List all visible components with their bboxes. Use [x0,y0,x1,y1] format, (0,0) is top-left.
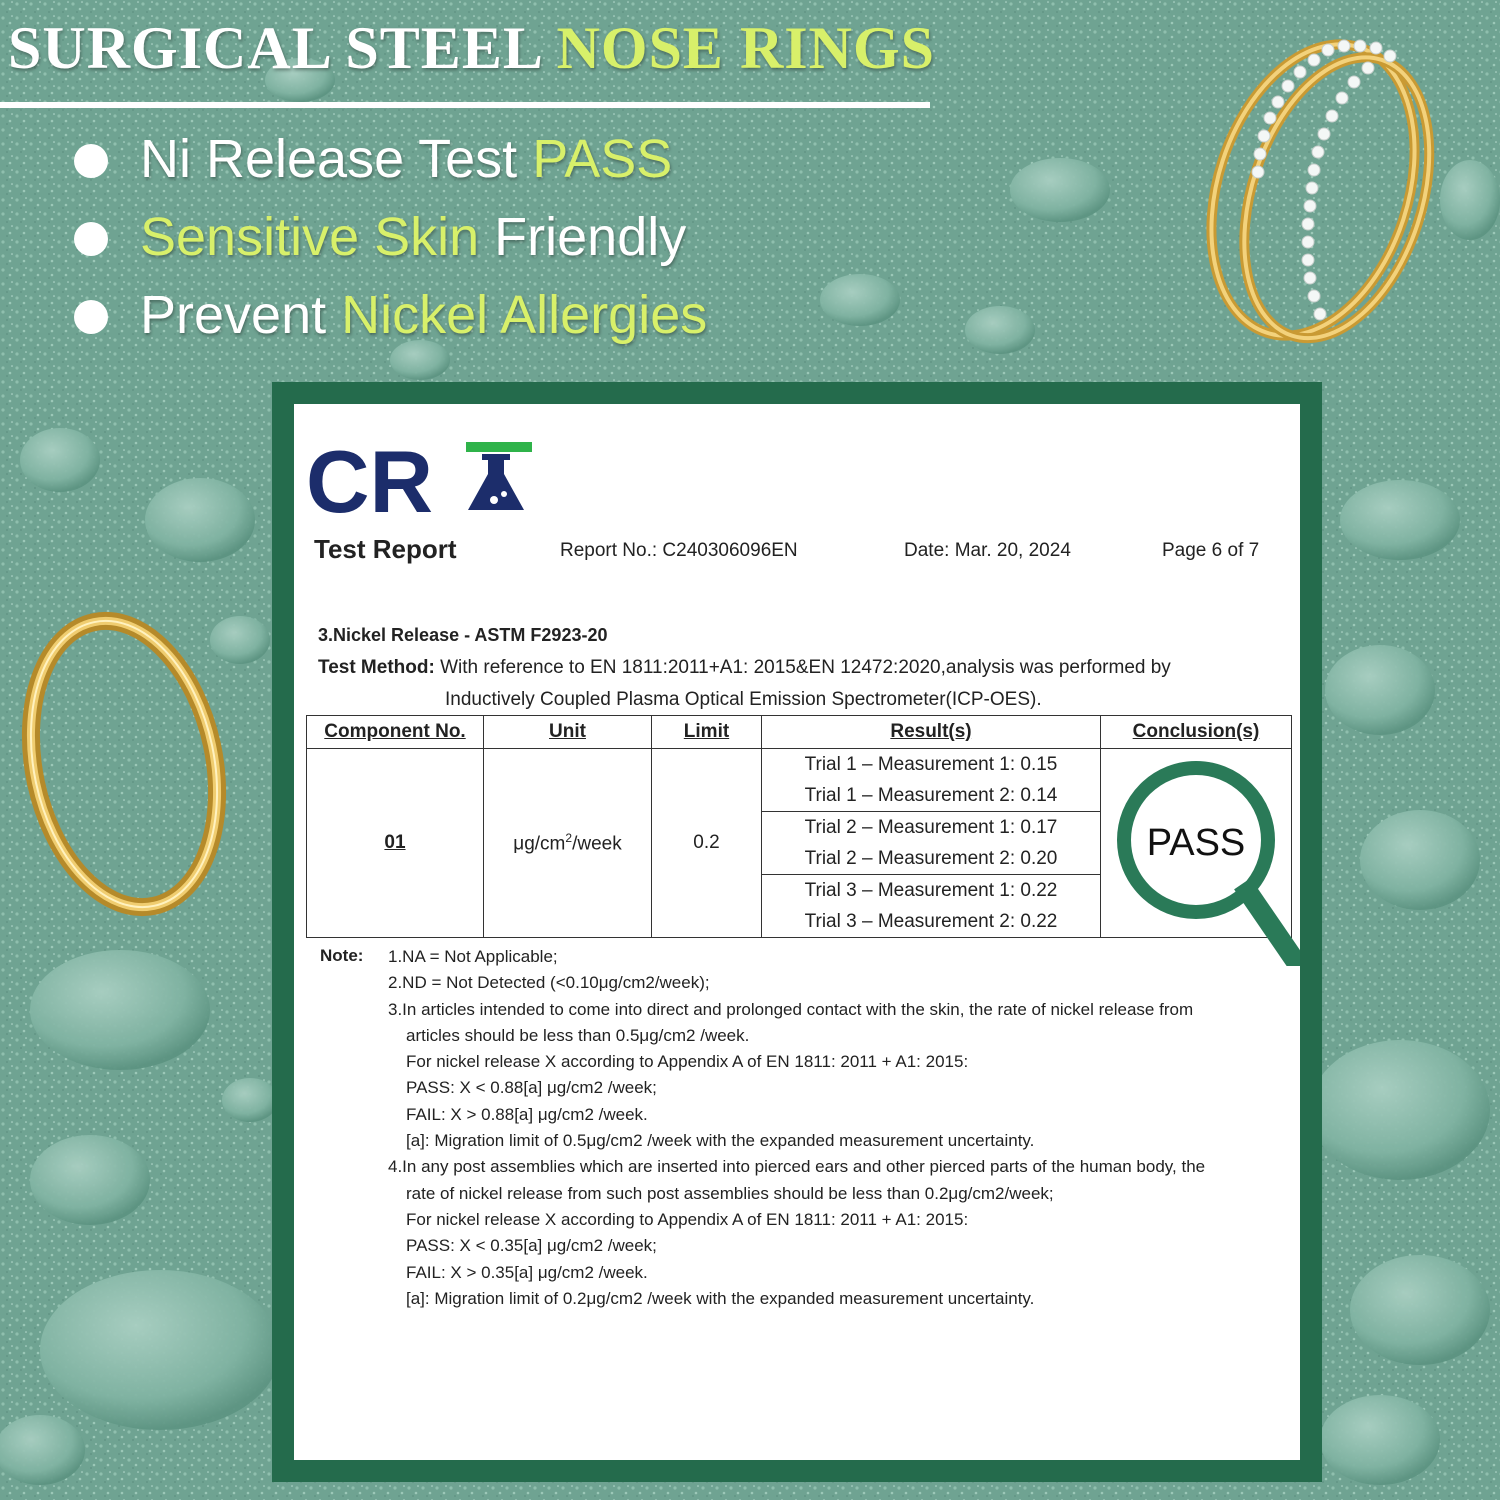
note-line: For nickel release X according to Appendix A of EN 1811: 2011 + A1: 2015: [406,1209,969,1229]
header-component: Component No. [307,716,484,749]
section-title: 3.Nickel Release - ASTM F2923-20 [318,625,608,645]
header-conclusion: Conclusion(s) [1101,716,1292,749]
trial-result: Trial 1 – Measurement 2: 0.14 [762,780,1101,812]
headline-part2: NOSE RINGS [556,15,935,81]
trial-result: Trial 1 – Measurement 1: 0.15 [762,749,1101,781]
bullet-dot-icon [74,300,108,334]
report-title: Test Report [314,534,457,564]
note-line: PASS: X < 0.35[a] μg/cm2 /week; [406,1236,657,1256]
note-line: articles should be less than 0.5μg/cm2 /week. [406,1025,750,1045]
bullet-dot-icon [74,222,108,256]
note-line: For nickel release X according to Appendix A of EN 1811: 2011 + A1: 2015: [406,1052,969,1072]
test-method-continued: Inductively Coupled Plasma Optical Emission Spectrometer(ICP-OES). [445,689,1042,710]
trial-result: Trial 2 – Measurement 1: 0.17 [762,812,1101,844]
note-line: 1.NA = Not Applicable; [388,947,558,966]
trial-result: Trial 3 – Measurement 1: 0.22 [762,875,1101,907]
report-date: Date: Mar. 20, 2024 [904,540,1071,561]
note-line: FAIL: X > 0.88[a] μg/cm2 /week. [406,1104,648,1124]
header-results: Result(s) [762,716,1101,749]
note-line: FAIL: X > 0.35[a] μg/cm2 /week. [406,1262,648,1282]
svg-text:CR: CR [306,440,434,520]
note-line: rate of nickel release from such post assemblies should be less than 0.2μg/cm2/week; [406,1183,1054,1203]
gold-hoop-ring-image [14,604,234,924]
note-line: [a]: Migration limit of 0.5μg/cm2 /week with the expanded measurement uncertainty. [406,1131,1035,1151]
test-method-label: Test Method: [318,657,435,678]
note-line: 4.In any post assemblies which are inserted into pierced ears and other pierced parts of the human body, the [388,1157,1206,1177]
note-line: 3.In articles intended to come into direct and prolonged contact with the skin, the rate of nickel release from [388,999,1194,1019]
trial-result: Trial 3 – Measurement 2: 0.22 [762,906,1101,938]
headline-part1: SURGICAL STEEL [8,15,557,81]
trial-result: Trial 2 – Measurement 2: 0.20 [762,843,1101,875]
feature-list [74,122,707,356]
note-label: Note: [320,946,364,965]
headline-underline [0,102,930,108]
component-cell: 01 [307,749,484,938]
page-indicator: Page 6 of 7 [1162,540,1260,561]
feature-item: Sensitive Skin Friendly [74,200,707,278]
crt-logo [306,440,536,520]
header-unit: Unit [484,716,652,749]
table-header-row [307,716,1292,749]
note-line: [a]: Migration limit of 0.2μg/cm2 /week with the expanded measurement uncertainty. [406,1288,1035,1308]
pass-stamp: PASS [1146,822,1246,864]
note-line: 2.ND = Not Detected (<0.10μg/cm2/week); [388,973,710,993]
headline [8,14,935,83]
bullet-dot-icon [74,144,108,178]
feature-item: Ni Release Test PASS [74,122,707,200]
header-limit: Limit [652,716,762,749]
unit-cell: $\mu g/cm^2$/week [484,749,652,938]
test-method: Test Method: With reference to EN 1811:2011+A1: 2015&EN 12472:2020,analysis was performed by [318,657,1171,678]
jeweled-nose-ring-image [1168,20,1458,360]
report-number: Report No.: C240306096EN [560,540,798,561]
note-line: PASS: X < 0.88[a] μg/cm2 /week; [406,1078,657,1098]
feature-item: Prevent Nickel Allergies [74,278,707,356]
notes-list [388,944,1288,1312]
limit-cell: 0.2 [652,749,762,938]
